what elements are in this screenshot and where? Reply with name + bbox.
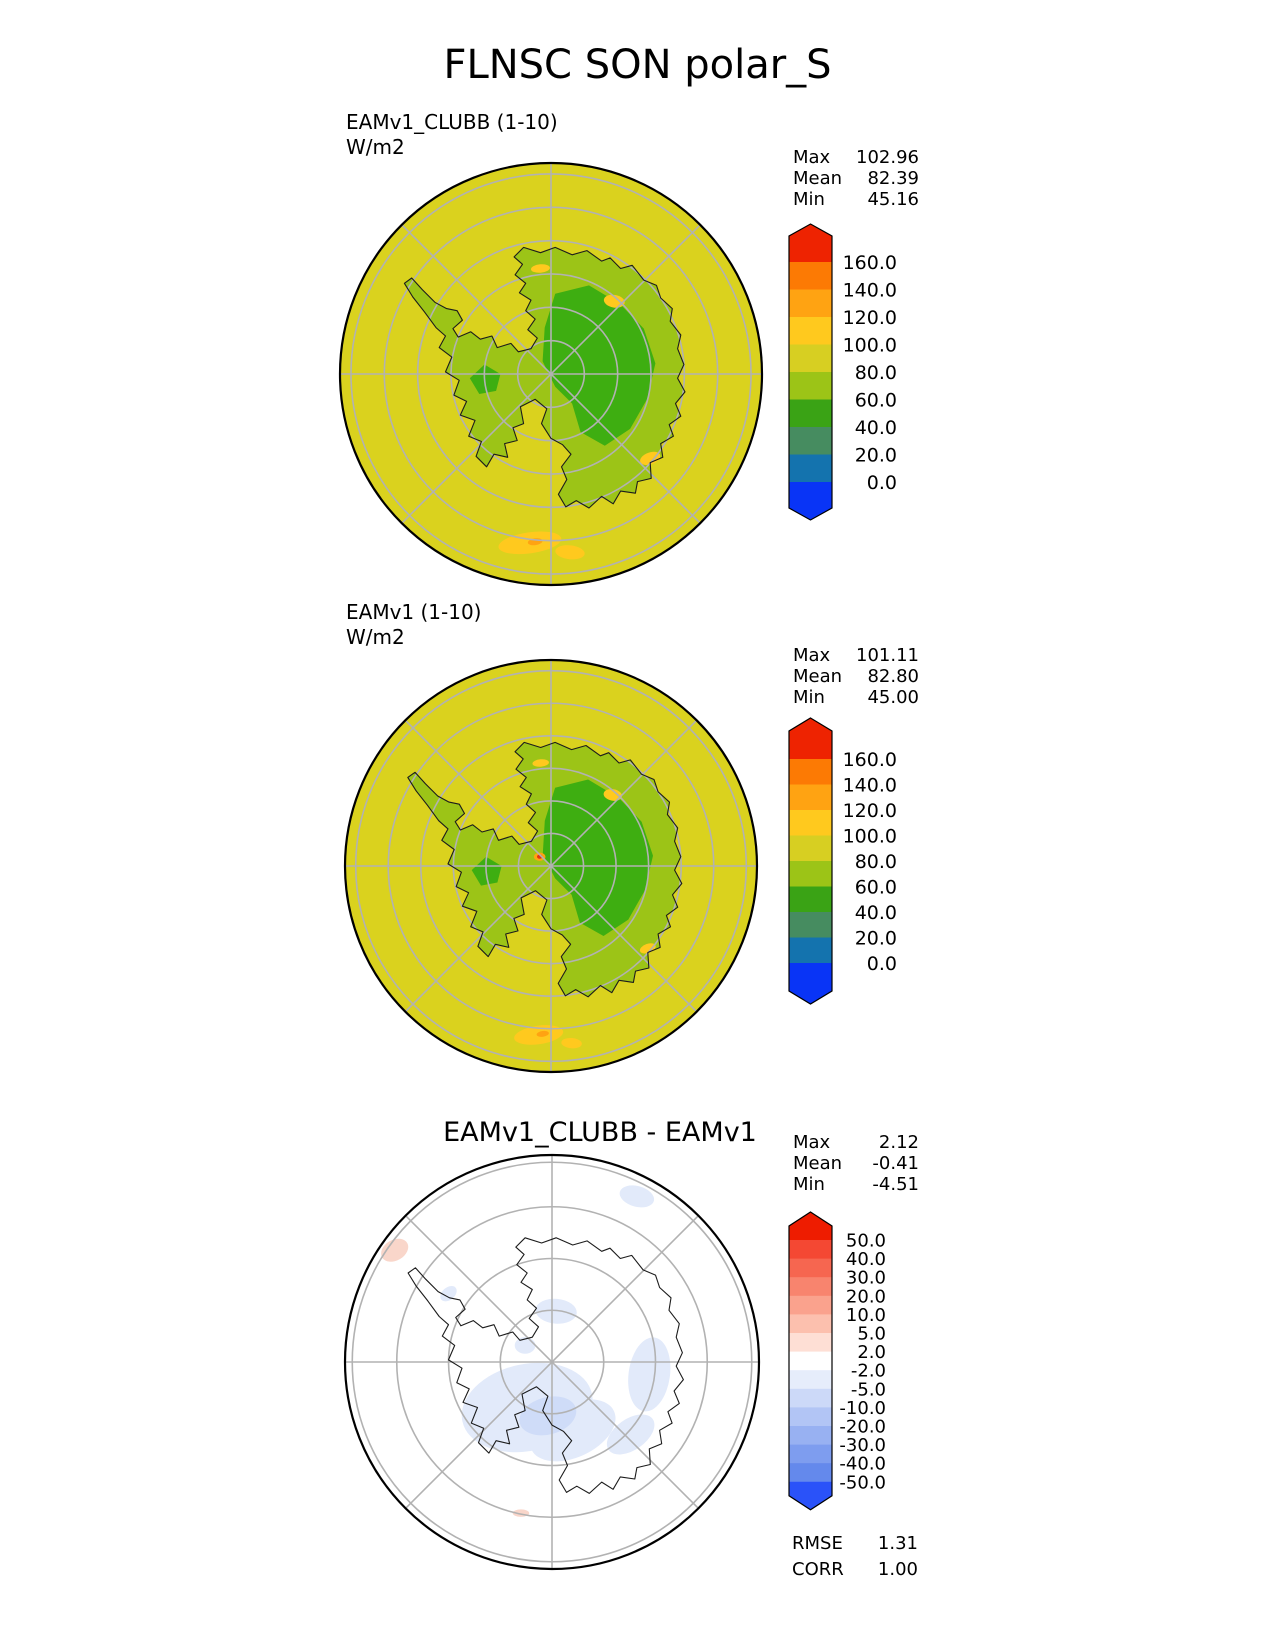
colorbar-tick-label: 40.0 [854, 416, 897, 439]
colorbar-diff [789, 1212, 886, 1510]
colorbar-tick-label: 50.0 [845, 1230, 886, 1252]
colorbar-tick-label: -5.0 [850, 1379, 886, 1401]
colorbar-extend-max [789, 224, 832, 262]
stat-value: -4.51 [872, 1174, 919, 1195]
colorbar-segment [789, 345, 832, 373]
stat-value: 101.11 [856, 645, 919, 666]
colorbar-segment [789, 1407, 832, 1426]
stat-value: 102.96 [856, 147, 919, 168]
colorbar-tick-label: -50.0 [839, 1472, 886, 1494]
colorbar-tick-label: 140.0 [842, 279, 897, 302]
colorbar-segment [789, 290, 832, 318]
colorbar-segment [789, 1352, 832, 1371]
colorbar-extend-min [789, 482, 832, 520]
colorbar-tick-label: 40.0 [845, 1249, 886, 1271]
colorbar-segment [789, 1240, 832, 1259]
colorbar-field-2 [789, 718, 897, 1004]
colorbar-tick-label: 60.0 [854, 389, 897, 412]
graticule [345, 1155, 759, 1569]
colorbar-segment [789, 861, 832, 887]
colorbar-extend-min [789, 1482, 832, 1510]
colorbar-tick-label: -2.0 [850, 1360, 886, 1382]
colorbar-tick-label: 30.0 [845, 1267, 886, 1289]
colorbar-tick-label: 100.0 [842, 334, 897, 357]
colorbar-segment [789, 1445, 832, 1464]
stat-label: Mean [793, 666, 843, 687]
colorbar-segment [789, 1277, 832, 1296]
colorbar-segment [789, 1389, 832, 1408]
panel3-stat-min [793, 1175, 919, 1195]
graticule [345, 660, 757, 1072]
stat-label: Max [793, 645, 831, 666]
colorbar-segment [789, 836, 832, 862]
panel3-stat-rmse [792, 1534, 918, 1554]
stat-value: -0.41 [872, 1153, 919, 1174]
map-diff-clubb-minus-eamv1 [345, 1155, 759, 1569]
colorbar-tick-label: 0.0 [866, 471, 897, 494]
colorbar-tick-label: 0.0 [866, 952, 897, 975]
stat-value: 82.80 [867, 666, 919, 687]
colorbar-segment [789, 759, 832, 785]
colorbar-tick-label: 160.0 [842, 748, 897, 771]
colorbar-tick-label: -20.0 [839, 1416, 886, 1438]
stat-label: Mean [793, 168, 843, 189]
colorbar-tick-label: -40.0 [839, 1453, 886, 1475]
colorbar-segment [789, 1333, 832, 1352]
colorbar-segment [789, 912, 832, 938]
colorbar-segment [789, 1370, 832, 1389]
colorbar-segment [789, 1426, 832, 1445]
panel1-label-line1: EAMv1_CLUBB (1-10) [346, 110, 558, 134]
panel1-stat-min [793, 190, 919, 210]
colorbar-segment [789, 455, 832, 483]
colorbar-segment [789, 1314, 832, 1333]
stat-value: 45.16 [867, 189, 919, 210]
panel3-title: EAMv1_CLUBB - EAMv1 [443, 1117, 757, 1148]
stat-label: Max [793, 1132, 831, 1153]
colorbar-segment [789, 427, 832, 455]
stat-label: Min [793, 1174, 825, 1195]
colorbar-tick-label: 140.0 [842, 774, 897, 797]
panel3-stat-corr [792, 1560, 918, 1580]
stat-value: 1.31 [877, 1533, 918, 1554]
panel1-units-label: W/m2 [346, 135, 405, 159]
panel1-stat-max [793, 148, 919, 168]
colorbar-extend-max [789, 1212, 832, 1240]
colorbar-tick-label: 100.0 [842, 825, 897, 848]
colorbar-segment [789, 785, 832, 811]
colorbar-tick-label: 120.0 [842, 306, 897, 329]
graticule [340, 163, 762, 585]
colorbar-segment [789, 317, 832, 345]
panel2-label-line1: EAMv1 (1-10) [346, 600, 482, 624]
colorbar-segment [789, 1463, 832, 1482]
stat-value: 1.00 [877, 1559, 918, 1580]
panel1-stat-mean [793, 169, 919, 189]
stat-label: CORR [792, 1559, 844, 1580]
figure-title: FLNSC SON polar_S [443, 42, 832, 88]
stat-value: 82.39 [867, 168, 919, 189]
colorbar-segment [789, 262, 832, 290]
stat-value: 2.12 [878, 1132, 919, 1153]
map-eamv1 [345, 660, 757, 1072]
colorbar-field-1 [789, 224, 897, 520]
colorbar-tick-label: 40.0 [854, 901, 897, 924]
colorbar-tick-label: 60.0 [854, 876, 897, 899]
panel2-stat-min [793, 688, 919, 708]
colorbar-tick-label: 5.0 [857, 1323, 886, 1345]
panel2-stat-mean [793, 667, 919, 687]
colorbar-extend-max [789, 718, 832, 759]
map-eamv1-clubb [340, 163, 762, 585]
colorbar-tick-label: 20.0 [854, 927, 897, 950]
colorbar-tick-label: 80.0 [854, 850, 897, 873]
stat-label: Max [793, 147, 831, 168]
colorbar-extend-min [789, 963, 832, 1004]
panel2-label [346, 600, 482, 650]
panel1-label [346, 110, 558, 160]
stat-label: RMSE [792, 1533, 843, 1554]
panel2-stat-max [793, 646, 919, 666]
stat-label: Min [793, 189, 825, 210]
colorbar-tick-label: 160.0 [842, 251, 897, 274]
colorbar-segment [789, 372, 832, 400]
colorbar-tick-label: 10.0 [845, 1304, 886, 1326]
panel3-stat-mean [793, 1154, 919, 1174]
colorbar-tick-label: 20.0 [854, 444, 897, 467]
colorbar-tick-label: 120.0 [842, 799, 897, 822]
colorbar-segment [789, 1259, 832, 1278]
panel2-units-label: W/m2 [346, 625, 405, 649]
colorbar-segment [789, 400, 832, 428]
colorbar-tick-label: 80.0 [854, 361, 897, 384]
colorbar-segment [789, 1296, 832, 1315]
stat-label: Min [793, 687, 825, 708]
colorbar-tick-label: -30.0 [839, 1435, 886, 1457]
stat-value: 45.00 [867, 687, 919, 708]
panel3-stat-max [793, 1133, 919, 1153]
colorbar-tick-label: 2.0 [857, 1342, 886, 1364]
colorbar-segment [789, 810, 832, 836]
colorbar-segment [789, 938, 832, 964]
contour-patch [515, 1337, 536, 1354]
colorbar-segment [789, 887, 832, 913]
stat-label: Mean [793, 1153, 843, 1174]
colorbar-tick-label: -10.0 [839, 1397, 886, 1419]
colorbar-tick-label: 20.0 [845, 1286, 886, 1308]
